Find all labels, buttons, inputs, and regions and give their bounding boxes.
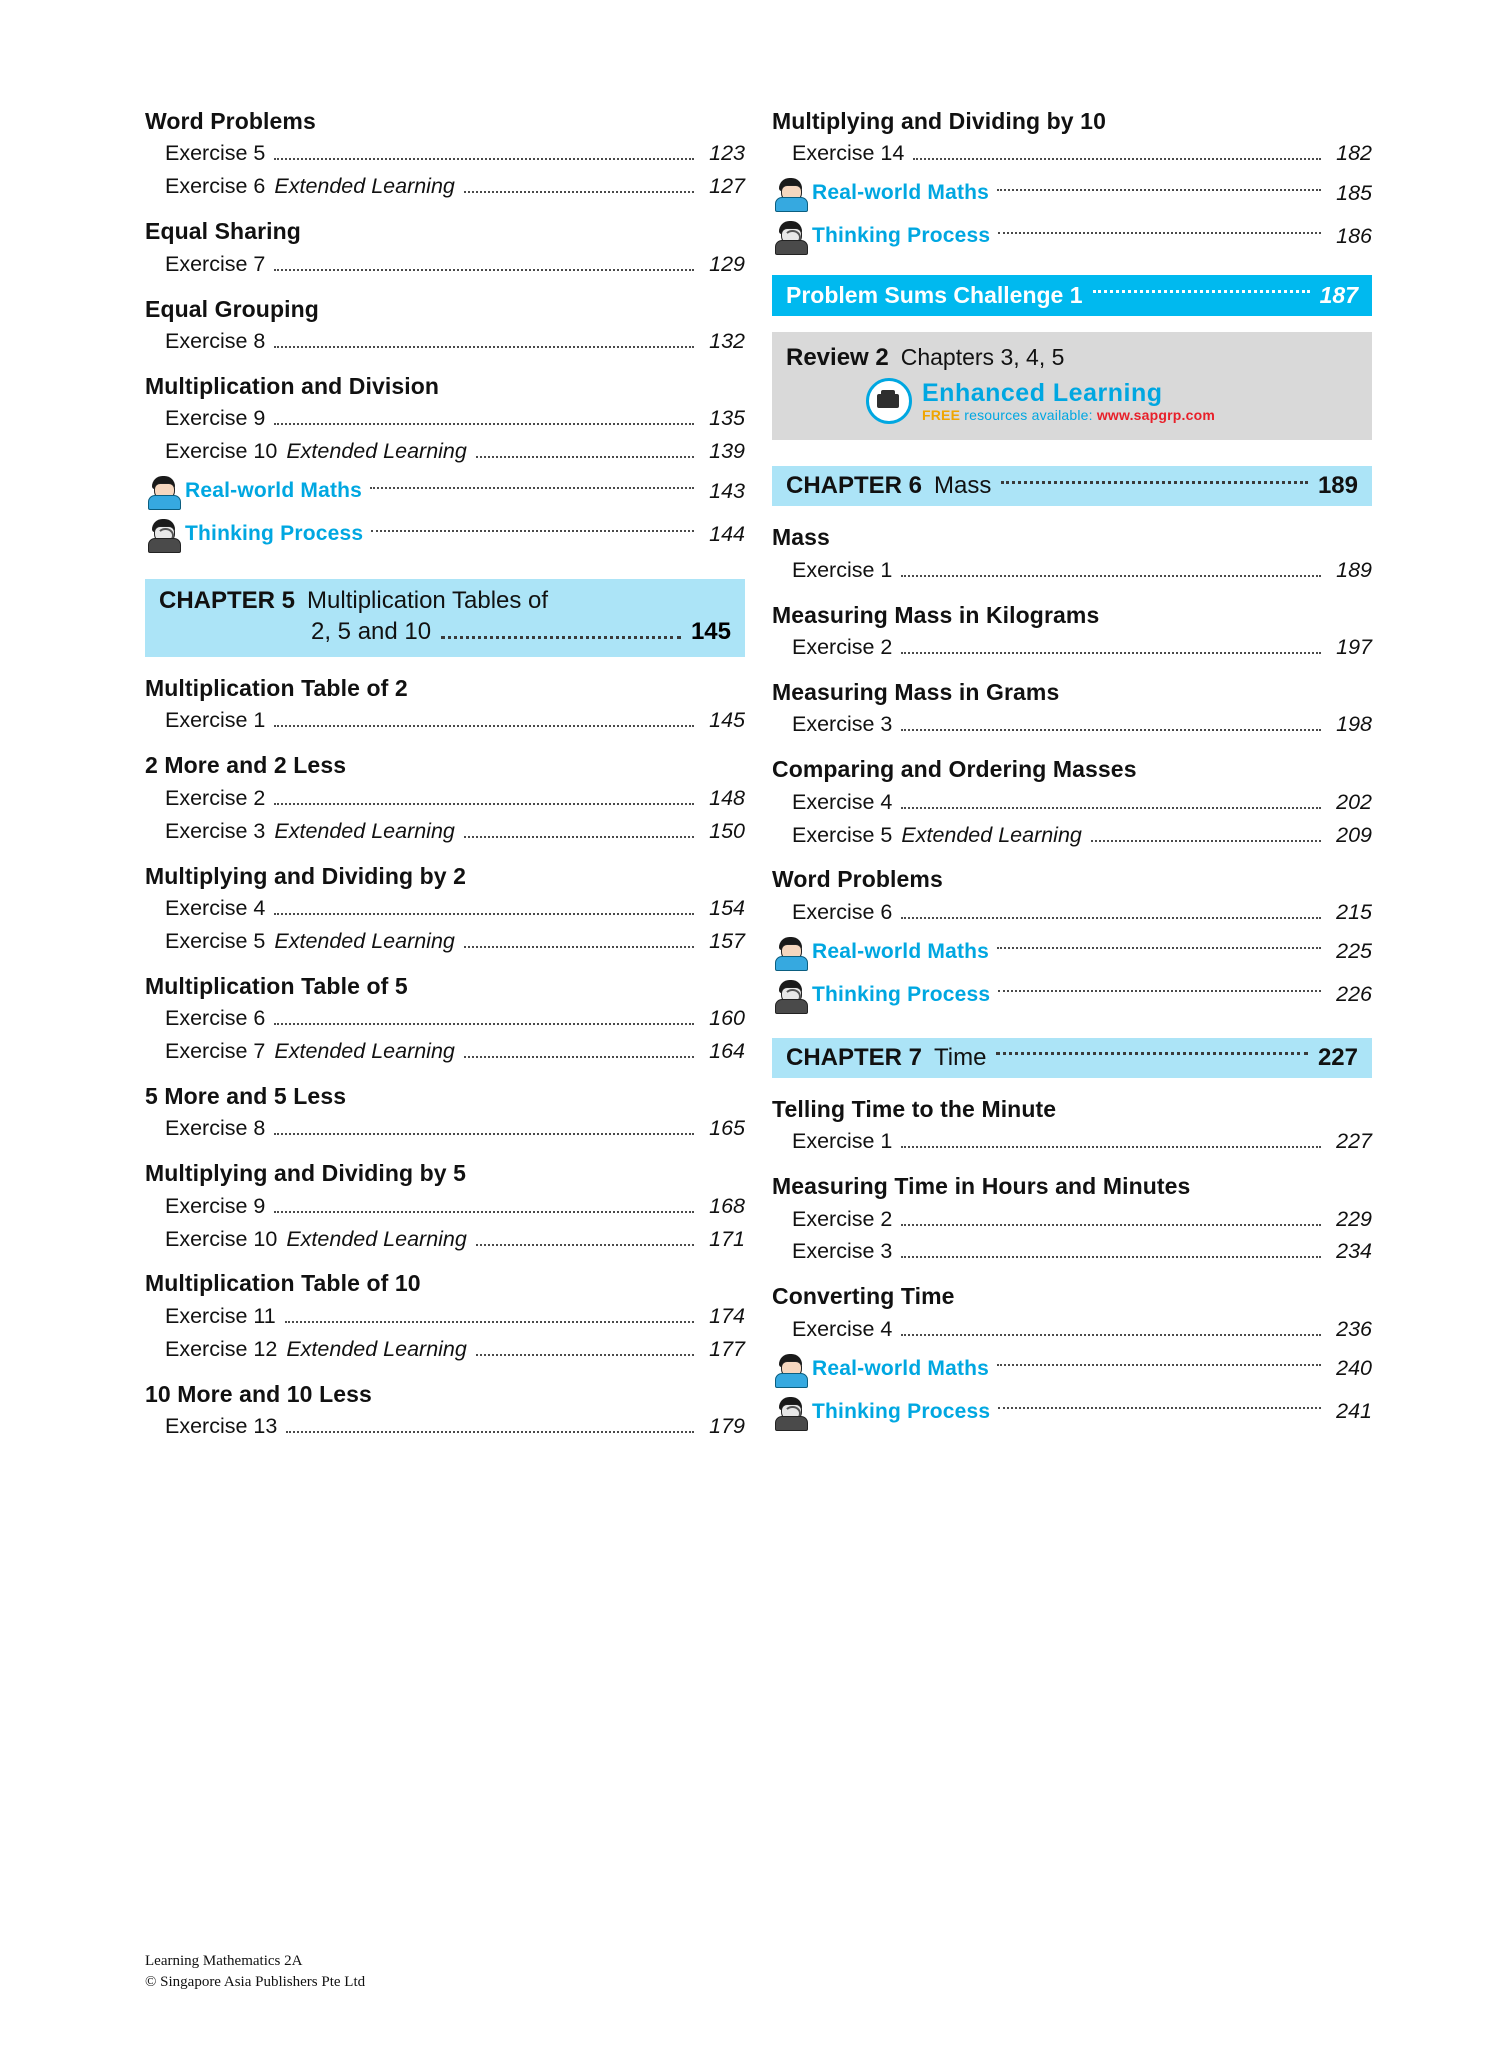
badge-title: Enhanced Learning bbox=[922, 378, 1163, 407]
page-number: 240 bbox=[1336, 1356, 1372, 1381]
leader-dots bbox=[997, 947, 1321, 949]
leader-dots bbox=[997, 189, 1321, 191]
feature-label: Real-world Maths bbox=[185, 479, 363, 502]
feature-entry[interactable] bbox=[772, 1395, 1372, 1429]
section-heading: Telling Time to the Minute bbox=[772, 1095, 1057, 1122]
footer-copyright: © Singapore Asia Publishers Pte Ltd bbox=[145, 1974, 366, 1991]
feature-entry[interactable] bbox=[772, 978, 1372, 1012]
enhanced-learning-badge bbox=[866, 378, 1358, 424]
real-world-maths-icon bbox=[772, 935, 810, 969]
feature-label: Real-world Maths bbox=[812, 1356, 990, 1380]
thinking-process-icon bbox=[145, 517, 183, 551]
page-number: 227 bbox=[1336, 1129, 1372, 1154]
feature-entry[interactable] bbox=[772, 935, 1372, 969]
exercise-label: Exercise 5 bbox=[165, 928, 266, 953]
toc-entry[interactable] bbox=[145, 438, 745, 465]
toc-entry[interactable] bbox=[145, 707, 745, 734]
leader-dots bbox=[274, 1211, 694, 1213]
toc-entry[interactable] bbox=[772, 634, 1372, 661]
exercise-tag: Extended Learning bbox=[274, 818, 455, 843]
toc-entry[interactable] bbox=[145, 818, 745, 845]
leader-dots bbox=[998, 232, 1321, 234]
exercise-label: Exercise 6 bbox=[165, 174, 266, 199]
exercise-label: Exercise 9 bbox=[165, 1193, 266, 1218]
book-icon bbox=[866, 378, 912, 424]
page-number: 129 bbox=[709, 251, 745, 276]
page-number: 187 bbox=[1319, 282, 1358, 309]
badge-sub-label: resources available: bbox=[964, 406, 1093, 423]
real-world-maths-icon bbox=[772, 1352, 810, 1386]
toc-entry[interactable] bbox=[145, 328, 745, 355]
page-number: 229 bbox=[1336, 1206, 1372, 1231]
section-heading: Measuring Mass in Grams bbox=[772, 678, 1060, 705]
chapter-name-cont: 2, 5 and 10 bbox=[311, 618, 432, 645]
exercise-label: Exercise 1 bbox=[165, 708, 266, 733]
section-heading: Multiplying and Dividing by 2 bbox=[145, 862, 467, 889]
exercise-label: Exercise 5 bbox=[792, 822, 893, 847]
exercise-label: Exercise 13 bbox=[165, 1414, 278, 1438]
chapter-number: CHAPTER 7 bbox=[786, 1043, 923, 1071]
chapter-name: Mass bbox=[934, 472, 992, 500]
toc-entry[interactable] bbox=[772, 1206, 1372, 1233]
toc-entry[interactable] bbox=[145, 405, 745, 432]
chapter-name: Time bbox=[934, 1043, 987, 1071]
toc-entry[interactable] bbox=[145, 1115, 745, 1142]
toc-entry[interactable] bbox=[772, 789, 1372, 816]
toc-entry[interactable] bbox=[772, 899, 1372, 926]
feature-entry[interactable] bbox=[772, 219, 1372, 253]
exercise-label: Exercise 4 bbox=[792, 1316, 893, 1341]
page-number: 225 bbox=[1336, 939, 1372, 964]
page-number: 165 bbox=[709, 1116, 745, 1141]
toc-entry[interactable] bbox=[145, 1413, 745, 1440]
exercise-label: Exercise 10 bbox=[165, 1226, 278, 1251]
page-number: 189 bbox=[1317, 472, 1358, 500]
chapter-banner[interactable] bbox=[772, 1038, 1372, 1078]
page-number: 182 bbox=[1336, 141, 1372, 166]
leader-dots bbox=[274, 1023, 694, 1025]
leader-dots bbox=[464, 946, 694, 948]
toc-entry[interactable] bbox=[772, 1316, 1372, 1343]
exercise-label: Exercise 9 bbox=[165, 406, 266, 431]
exercise-label: Exercise 8 bbox=[165, 328, 266, 353]
leader-dots bbox=[464, 836, 694, 838]
feature-label: Real-world Maths bbox=[812, 181, 990, 205]
page-number: 135 bbox=[709, 406, 745, 431]
leader-dots bbox=[901, 729, 1321, 731]
leader-dots bbox=[901, 575, 1321, 577]
leader-dots bbox=[913, 158, 1321, 160]
review-box[interactable] bbox=[772, 332, 1372, 440]
page-number: 241 bbox=[1336, 1399, 1372, 1424]
leader-dots bbox=[370, 487, 694, 489]
exercise-label: Exercise 3 bbox=[792, 1239, 893, 1264]
toc-entry[interactable] bbox=[145, 251, 745, 278]
leader-dots bbox=[901, 917, 1321, 919]
toc-entry[interactable] bbox=[145, 173, 745, 200]
feature-label: Thinking Process bbox=[185, 522, 364, 545]
page-number: 236 bbox=[1336, 1316, 1372, 1341]
leader-dots bbox=[998, 1407, 1321, 1409]
section-heading: Multiplication Table of 10 bbox=[145, 1270, 421, 1297]
section-heading: 10 More and 10 Less bbox=[145, 1380, 372, 1407]
leader-dots bbox=[274, 803, 694, 805]
toc-entry[interactable] bbox=[772, 1238, 1372, 1265]
leader-dots bbox=[476, 1354, 694, 1356]
feature-entry[interactable] bbox=[772, 1352, 1372, 1386]
exercise-tag: Extended Learning bbox=[274, 1039, 455, 1063]
toc-entry[interactable] bbox=[145, 1336, 745, 1363]
exercise-label: Exercise 12 bbox=[165, 1336, 278, 1361]
page-number: 150 bbox=[709, 818, 745, 843]
exercise-label: Exercise 1 bbox=[792, 557, 893, 582]
page-number: 174 bbox=[709, 1303, 745, 1328]
leader-dots bbox=[464, 1056, 694, 1058]
page-number: 148 bbox=[709, 785, 745, 810]
page-number: 179 bbox=[709, 1414, 745, 1438]
toc-entry[interactable] bbox=[145, 928, 745, 955]
toc-entry[interactable] bbox=[145, 1303, 745, 1330]
exercise-tag: Extended Learning bbox=[274, 174, 455, 199]
leader-dots bbox=[274, 1133, 694, 1135]
leader-dots bbox=[997, 1364, 1321, 1366]
page-number: 164 bbox=[709, 1039, 745, 1063]
badge-url: www.sapgrp.com bbox=[1096, 406, 1216, 423]
exercise-label: Exercise 4 bbox=[792, 789, 893, 814]
leader-dots bbox=[274, 725, 694, 727]
page-number: 202 bbox=[1336, 789, 1372, 814]
page-number: 227 bbox=[1317, 1043, 1358, 1071]
leader-dots bbox=[901, 807, 1321, 809]
exercise-label: Exercise 2 bbox=[792, 1206, 893, 1231]
page-number: 145 bbox=[690, 618, 731, 645]
toc-entry[interactable] bbox=[772, 557, 1372, 584]
page-number: 215 bbox=[1336, 899, 1372, 924]
challenge-title: Problem Sums Challenge 1 bbox=[786, 282, 1083, 309]
exercise-tag: Extended Learning bbox=[286, 1336, 467, 1361]
chapter-banner[interactable] bbox=[772, 466, 1372, 506]
page-number: 168 bbox=[709, 1193, 745, 1218]
section-heading: Converting Time bbox=[772, 1283, 955, 1310]
real-world-maths-icon bbox=[772, 176, 810, 210]
section-heading: Comparing and Ordering Masses bbox=[772, 756, 1137, 783]
exercise-tag: Extended Learning bbox=[274, 928, 455, 953]
page-number: 127 bbox=[709, 174, 745, 199]
leader-dots bbox=[996, 1052, 1307, 1055]
exercise-label: Exercise 8 bbox=[165, 1116, 266, 1141]
toc-entry[interactable] bbox=[145, 1226, 745, 1253]
section-heading: Equal Sharing bbox=[145, 218, 301, 245]
exercise-label: Exercise 11 bbox=[165, 1303, 276, 1328]
toc-entry[interactable] bbox=[772, 140, 1372, 167]
real-world-maths-icon bbox=[145, 474, 183, 508]
leader-dots bbox=[274, 269, 694, 271]
exercise-label: Exercise 2 bbox=[165, 785, 266, 810]
page-number: 143 bbox=[709, 478, 745, 503]
leader-dots bbox=[371, 530, 694, 532]
exercise-label: Exercise 4 bbox=[165, 895, 266, 920]
section-heading: Measuring Time in Hours and Minutes bbox=[772, 1173, 1191, 1200]
leader-dots bbox=[901, 1334, 1321, 1336]
leader-dots bbox=[998, 990, 1321, 992]
leader-dots bbox=[274, 423, 694, 425]
exercise-label: Exercise 6 bbox=[792, 899, 893, 924]
section-heading: Word Problems bbox=[772, 866, 943, 893]
leader-dots bbox=[901, 1146, 1321, 1148]
feature-entry[interactable] bbox=[772, 176, 1372, 210]
leader-dots bbox=[286, 1431, 694, 1433]
leader-dots bbox=[464, 191, 694, 193]
thinking-process-icon bbox=[772, 978, 810, 1012]
exercise-tag: Extended Learning bbox=[901, 822, 1082, 847]
thinking-process-icon bbox=[772, 219, 810, 253]
page-number: 186 bbox=[1336, 223, 1372, 248]
leader-dots bbox=[274, 158, 694, 160]
toc-entry[interactable] bbox=[145, 785, 745, 812]
chapter-name: Multiplication Tables of bbox=[307, 587, 549, 614]
feature-label: Thinking Process bbox=[812, 1399, 991, 1423]
toc-entry[interactable] bbox=[145, 1193, 745, 1220]
section-heading: Multiplying and Dividing by 5 bbox=[145, 1160, 467, 1187]
review-title: Review 2 bbox=[786, 344, 889, 372]
leader-dots bbox=[1001, 481, 1308, 484]
page-number: 160 bbox=[709, 1006, 745, 1031]
page-number: 157 bbox=[709, 928, 745, 953]
exercise-label: Exercise 3 bbox=[165, 818, 266, 843]
leader-dots bbox=[285, 1321, 694, 1323]
page-number: 189 bbox=[1336, 557, 1372, 582]
toc-entry[interactable] bbox=[145, 1038, 745, 1065]
chapter-banner[interactable] bbox=[145, 579, 745, 657]
page-number: 171 bbox=[709, 1226, 745, 1251]
page-number: 197 bbox=[1336, 635, 1372, 660]
feature-entry[interactable] bbox=[145, 474, 745, 508]
feature-entry[interactable] bbox=[145, 517, 745, 551]
page-number: 209 bbox=[1336, 822, 1372, 847]
thinking-process-icon bbox=[772, 1395, 810, 1429]
toc-left-column bbox=[0, 108, 745, 1446]
exercise-label: Exercise 5 bbox=[165, 141, 266, 166]
feature-label: Thinking Process bbox=[812, 982, 991, 1006]
page-number: 144 bbox=[709, 521, 745, 546]
section-heading: Multiplication Table of 2 bbox=[145, 675, 408, 701]
page-number: 139 bbox=[709, 439, 745, 464]
page-number: 132 bbox=[709, 328, 745, 353]
page-footer bbox=[145, 1951, 365, 1995]
exercise-tag: Extended Learning bbox=[286, 439, 467, 464]
page-number: 154 bbox=[709, 895, 745, 920]
footer-title: Learning Mathematics 2A bbox=[145, 1952, 303, 1969]
leader-dots bbox=[1093, 290, 1310, 293]
exercise-label: Exercise 3 bbox=[792, 712, 893, 737]
toc-entry[interactable] bbox=[772, 822, 1372, 849]
leader-dots bbox=[476, 1244, 694, 1246]
review-chapters: Chapters 3, 4, 5 bbox=[900, 344, 1065, 371]
section-heading: Measuring Mass in Kilograms bbox=[772, 601, 1100, 628]
section-heading: Equal Grouping bbox=[145, 295, 319, 322]
exercise-label: Exercise 7 bbox=[165, 1039, 266, 1063]
chapter-number: CHAPTER 5 bbox=[159, 587, 296, 614]
exercise-label: Exercise 10 bbox=[165, 439, 278, 464]
page-number: 177 bbox=[709, 1336, 745, 1361]
section-heading: Mass bbox=[772, 524, 830, 551]
page-number: 145 bbox=[709, 708, 745, 733]
toc-entry[interactable] bbox=[772, 711, 1372, 738]
section-heading: 5 More and 5 Less bbox=[145, 1082, 347, 1109]
toc-entry[interactable] bbox=[772, 1128, 1372, 1155]
page-number: 185 bbox=[1336, 180, 1372, 205]
leader-dots bbox=[901, 1256, 1321, 1258]
section-heading: 2 More and 2 Less bbox=[145, 752, 347, 779]
leader-dots bbox=[274, 913, 694, 915]
page-number: 226 bbox=[1336, 982, 1372, 1007]
chapter-number: CHAPTER 6 bbox=[786, 472, 923, 500]
leader-dots bbox=[441, 636, 681, 639]
leader-dots bbox=[1091, 840, 1321, 842]
exercise-label: Exercise 6 bbox=[165, 1006, 266, 1031]
section-heading: Multiplication and Division bbox=[145, 372, 440, 399]
leader-dots bbox=[901, 1224, 1321, 1226]
section-heading: Multiplying and Dividing by 10 bbox=[772, 108, 1106, 134]
toc-right-column bbox=[772, 108, 1499, 1438]
exercise-label: Exercise 7 bbox=[165, 251, 266, 276]
exercise-label: Exercise 14 bbox=[792, 141, 905, 166]
exercise-tag: Extended Learning bbox=[286, 1226, 467, 1251]
toc-entry[interactable] bbox=[145, 895, 745, 922]
page-number: 198 bbox=[1336, 712, 1372, 737]
leader-dots bbox=[476, 456, 694, 458]
section-heading: Multiplication Table of 5 bbox=[145, 972, 408, 999]
feature-label: Real-world Maths bbox=[812, 939, 990, 963]
toc-entry[interactable] bbox=[145, 140, 745, 167]
leader-dots bbox=[274, 346, 694, 348]
exercise-label: Exercise 2 bbox=[792, 635, 893, 660]
page-number: 123 bbox=[709, 141, 745, 166]
page-number: 234 bbox=[1336, 1239, 1372, 1264]
leader-dots bbox=[901, 652, 1321, 654]
section-heading: Word Problems bbox=[145, 108, 316, 134]
problem-sums-challenge-banner[interactable] bbox=[772, 275, 1372, 316]
feature-label: Thinking Process bbox=[812, 224, 991, 248]
badge-free-label: FREE bbox=[922, 406, 961, 423]
toc-entry[interactable] bbox=[145, 1005, 745, 1032]
exercise-label: Exercise 1 bbox=[792, 1129, 893, 1154]
